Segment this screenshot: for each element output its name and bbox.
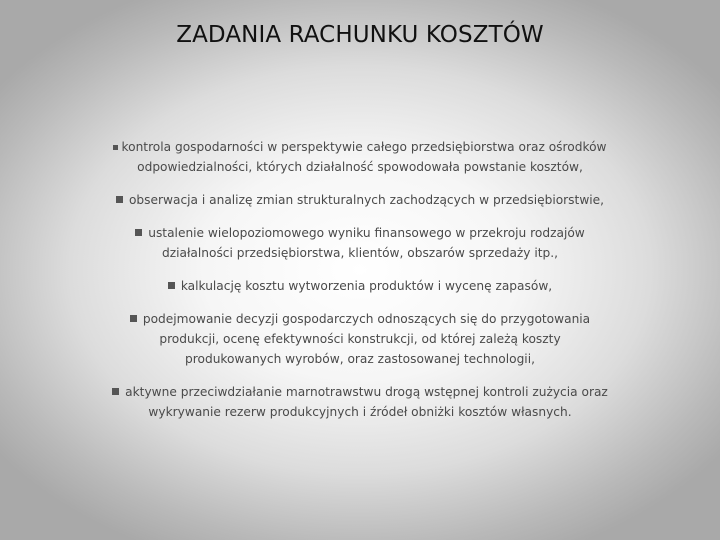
square-bullet-icon [168,282,175,289]
bullet-text: ustalenie wielopoziomowego wyniku finansowego w przekroju rodzajów działalności przedsiębiorstwa, klientów, obszarów sprzedaży itp., [148,226,585,260]
bullet-text: kontrola gospodarności w perspektywie całego przedsiębiorstwa oraz ośrodków odpowiedzialności, których działalność spowodowała powstanie kosztów, [121,140,607,174]
bullet-item [110,276,610,296]
bullet-item [110,382,610,422]
bullet-text: kalkulację kosztu wytworzenia produktów i wycenę zapasów, [180,279,553,293]
square-bullet-icon [130,315,137,322]
bullet-item [110,137,610,177]
slide-title: ZADANIA RACHUNKU KOSZTÓW [176,22,544,48]
bullet-item [110,190,610,210]
bullet-list [110,137,610,435]
bullet-text: obserwacja i analizę zmian strukturalnych zachodzących w przedsiębiorstwie, [128,193,605,207]
bullet-item [110,223,610,263]
square-bullet-icon [116,196,123,203]
square-bullet-icon [135,229,142,236]
bullet-text: podejmowanie decyzji gospodarczych odnoszących się do przygotowania produkcji, ocenę efektywności konstrukcji, od której zależą koszty produkowanych wyrobów, oraz zastosowanej technologii, [142,312,591,366]
bullet-item [110,309,610,369]
bullet-text: aktywne przeciwdziałanie marnotrawstwu drogą wstępnej kontroli zużycia oraz wykrywanie rezerw produkcyjnych i źródeł obniżki kosztów własnych. [125,385,608,419]
square-bullet-icon [113,145,118,150]
square-bullet-icon [112,388,119,395]
